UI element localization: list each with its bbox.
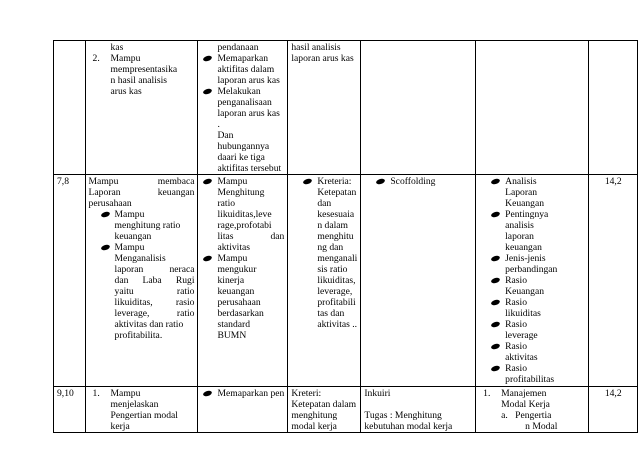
cell-text-line: kinerja [217, 275, 245, 286]
cell-text-line: likuiditas, rasio [114, 297, 195, 308]
cell-text-line: Scoffolding [390, 176, 436, 187]
indicator-cell [288, 175, 361, 387]
cell-text-line: Rasio [505, 319, 527, 330]
cell-text-line: kerja [110, 421, 130, 432]
numbered-item [501, 410, 585, 432]
cell-text-line: Rasio [505, 341, 527, 352]
cell-text-line: Pengertia [515, 410, 552, 421]
assessment-cell [361, 387, 476, 433]
cell-text-line: kebutuhan modal kerja [364, 421, 453, 432]
numbered-item [479, 388, 585, 410]
cell-text-line: laporan arus kas [291, 53, 354, 64]
cell-text-line: keuangan [217, 286, 255, 297]
bullet-item [374, 176, 472, 187]
list-marker: 2. [92, 53, 100, 64]
cell-text-line: Mampu [114, 242, 145, 253]
bullet-icon [203, 88, 213, 96]
cell-text-line: berdasarkan [217, 308, 264, 319]
cell-text-line: aktivitas [217, 242, 250, 253]
cell-text-line: laporan neraca [114, 264, 195, 275]
bullet-item [201, 176, 284, 253]
cell-text-line: Jenis-jenis [505, 253, 546, 264]
time-cell [589, 41, 638, 175]
time-cell: 14,2 [589, 387, 638, 433]
cell-text-line: menganali [317, 253, 358, 264]
list-marker: 1. [92, 388, 100, 399]
cell-text-line: aktivitas dan ratio [114, 319, 184, 330]
bullet-icon [491, 211, 501, 219]
cell-text-line: Rasio [505, 363, 527, 374]
cell-text-line: Menghitung [217, 187, 265, 198]
bullet-item [489, 319, 585, 341]
cell-text-line: likuiditas,leve [217, 209, 272, 220]
cell-text-line: Pentingnya [505, 209, 549, 220]
bullet-item [489, 341, 585, 363]
cell-text-line: sis ratio [317, 264, 348, 275]
cell-text-line: profitabili [317, 297, 356, 308]
reference-cell [476, 387, 589, 433]
list-marker: a. [501, 410, 508, 421]
cell-text-line: leverage [505, 330, 538, 341]
cell-text-line: Keuangan [505, 198, 545, 209]
cell-text-line: Laporan keuangan [88, 187, 195, 198]
bullet-icon [491, 178, 501, 186]
numbered-item [89, 388, 195, 432]
cell-text-line: Mampu [114, 209, 145, 220]
cell-text-line: Inkuiri [364, 388, 391, 399]
cell-text-line: perusahaan [217, 297, 261, 308]
row-number-cell [54, 41, 86, 175]
bullet-icon [376, 178, 386, 186]
competency-cell [85, 387, 198, 433]
cell-text-line: Keuangan [505, 286, 545, 297]
bullet-icon [491, 255, 501, 263]
cell-text-line: Mampu [217, 253, 248, 264]
cell-text-line: penganalisaan [217, 97, 272, 108]
bullet-item [489, 253, 585, 275]
bullet-icon [491, 277, 501, 285]
cell-text-line: dan [317, 198, 332, 209]
material-cell [198, 387, 288, 433]
cell-text-line: Mampu membaca [88, 176, 195, 187]
bullet-icon [203, 178, 213, 186]
cell-text-line: Mampu [110, 53, 141, 64]
cell-text-line: yaitu ratio [114, 286, 195, 297]
bullet-icon [100, 244, 110, 252]
assessment-cell [361, 41, 476, 175]
cell-text-line: Analisis [505, 176, 537, 187]
bullet-item [489, 209, 585, 253]
cell-text-line: perusahaan [88, 198, 132, 209]
reference-cell [476, 175, 589, 387]
bullet-item [301, 176, 357, 330]
competency-cell [85, 41, 198, 175]
cell-text-line: laporan arus kas [217, 75, 280, 86]
cell-text-line: perbandingan [505, 264, 558, 275]
cell-text-line: Kreteria: [317, 176, 352, 187]
cell-text-line: ng dan [317, 242, 344, 253]
bullet-item [201, 388, 284, 399]
cell-text-line: keuangan [505, 242, 542, 253]
cell-text-line: modal kerja [291, 421, 337, 432]
cell-text-line: menjelaskan [110, 399, 159, 410]
cell-text-line: Menganalisis [114, 253, 166, 264]
cell-text-line: leverage, ratio [114, 308, 195, 319]
bullet-icon [203, 390, 213, 398]
cell-text-line: Rasio [505, 275, 527, 286]
numbered-item [89, 53, 195, 97]
cell-text-line: Melakukan [217, 86, 261, 97]
cell-text-line: likuiditas [505, 308, 541, 319]
cell-text-line: standard [217, 319, 250, 330]
bullet-item [201, 253, 284, 341]
cell-text-line: Kreteri: [291, 388, 322, 399]
cell-text-line: Ketepatan dalam [291, 399, 357, 410]
material-cell [198, 175, 288, 387]
time-cell: 14,2 [589, 175, 638, 387]
bullet-icon [100, 211, 110, 219]
table-row [54, 41, 638, 175]
material-cell [198, 41, 288, 175]
table-row [54, 387, 638, 433]
bullet-icon [203, 55, 213, 63]
cell-text-line: n Modal [525, 421, 558, 432]
bullet-item [489, 297, 585, 319]
cell-text-line: menghitu [317, 231, 354, 242]
cell-text-line: Tugas : Menghitung [364, 410, 442, 421]
cell-text-line: kesesuaia [317, 209, 355, 220]
bullet-icon [491, 321, 501, 329]
bullet-icon [303, 178, 313, 186]
cell-text-line: litas dan [217, 231, 285, 242]
cell-text-line: profitabilita. [114, 330, 163, 341]
indicator-cell [288, 41, 361, 175]
cell-text-line: aktifitas dalam [217, 64, 275, 75]
cell-text-line: aktifitas tersebut [217, 163, 282, 174]
cell-text-line: kas [110, 42, 124, 53]
cell-text-line: keuangan [114, 231, 152, 242]
competency-cell [85, 175, 198, 387]
bullet-icon [491, 365, 501, 373]
cell-text-line: analisis [505, 220, 534, 231]
cell-text-line: n hasil analisis [110, 75, 168, 86]
cell-text-line [364, 399, 472, 410]
row-number-cell: 9,10 [54, 387, 86, 433]
assessment-cell [361, 175, 476, 387]
cell-text-line: Dan hubungannya [217, 130, 270, 152]
cell-text-line: n dalam [317, 220, 348, 231]
lesson-plan-table [53, 40, 638, 433]
cell-text-line: aktivitas .. [317, 319, 358, 330]
cell-text-line: laporan [505, 231, 534, 242]
list-marker: 1. [483, 388, 491, 399]
table-row [54, 175, 638, 387]
bullet-item [489, 176, 585, 209]
cell-text-line: arus kas [110, 86, 142, 97]
cell-text-line: Memaparkan pen [217, 388, 285, 399]
cell-text-line: profitabilitas [505, 374, 555, 385]
bullet-item [489, 275, 585, 297]
cell-text-line: mengukur [217, 264, 257, 275]
cell-text-line: daari ke tiga [217, 152, 265, 163]
cell-text-line: BUMN [217, 330, 247, 341]
cell-text-line: Modal Kerja [501, 399, 550, 410]
bullet-item [99, 209, 195, 242]
cell-text-line: tas dan [317, 308, 345, 319]
cell-text-line: Manajemen [501, 388, 547, 399]
cell-text-line: ratio [217, 198, 236, 209]
reference-cell [476, 41, 589, 175]
cell-text-line: mempresentasika [110, 64, 178, 75]
cell-text-line: Pengertian modal [110, 410, 178, 421]
cell-text-line: dan Laba Rugi [114, 275, 195, 286]
bullet-icon [491, 343, 501, 351]
indicator-cell [288, 387, 361, 433]
bullet-icon [203, 255, 213, 263]
bullet-item [201, 86, 284, 174]
cell-text-line: menghitung ratio [114, 220, 181, 231]
cell-text-line: Memaparkan [217, 53, 269, 64]
bullet-icon [491, 299, 501, 307]
cell-text-line: Rasio [505, 297, 527, 308]
cell-text-line: aktivitas [505, 352, 538, 363]
cell-text-line: Laporan [505, 187, 538, 198]
cell-text-line: pendanaan [217, 42, 259, 53]
cell-text-line: Mampu [110, 388, 141, 399]
cell-text-line: Ketepatan [317, 187, 357, 198]
cell-text-line: laporan arus kas . [217, 108, 280, 130]
cell-text-line: hasil analisis [291, 42, 341, 53]
bullet-item [489, 363, 585, 385]
bullet-item [201, 53, 284, 86]
cell-text-line: menghitung [291, 410, 338, 421]
row-number-cell: 7,8 [54, 175, 86, 387]
cell-text-line: likuiditas, [317, 275, 356, 286]
cell-text-line: leverage, [317, 286, 353, 297]
cell-text-line: Mampu [217, 176, 248, 187]
bullet-item [99, 242, 195, 341]
cell-text-line: rage,profotabi [217, 220, 272, 231]
